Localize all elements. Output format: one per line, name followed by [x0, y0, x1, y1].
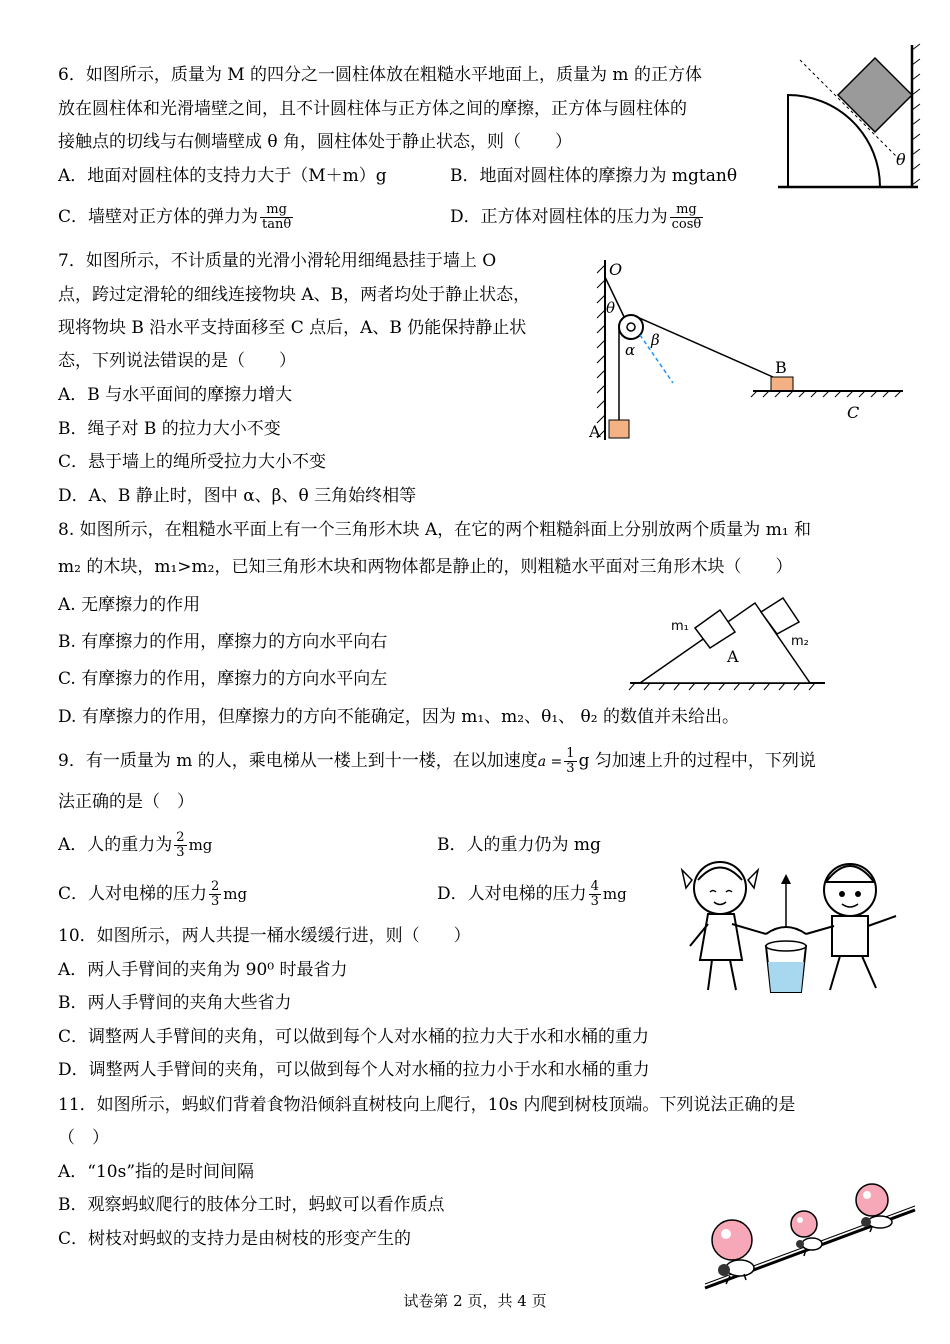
q7-fig-c-label: C	[847, 403, 860, 422]
q9-option-d-fraction: $\frac{4}{3}$	[590, 879, 599, 909]
q9-option-c-fraction: $\frac{2}{3}$	[211, 879, 220, 909]
q9-accel-fraction: $\frac{1}{3}$	[566, 746, 575, 776]
page-footer: 试卷第 2 页，共 4 页	[403, 1292, 547, 1310]
q11-option-c: C．树枝对蚂蚁的支持力是由树枝的形变产生的	[58, 1229, 412, 1249]
q8-fig-m1-label: m₁	[671, 619, 689, 634]
q8-option-c: C. 有摩擦力的作用，摩擦力的方向水平向左	[58, 669, 388, 689]
q10-option-d: D．调整两人手臂间的夹角，可以做到每个人对水桶的拉力小于水和水桶的重力	[58, 1060, 650, 1080]
q7-option-b: B．绳子对 B 的拉力大小不变	[58, 419, 281, 439]
q7-line1: 7．如图所示，不计质量的光滑小滑轮用细绳悬挂于墙上 O	[58, 251, 497, 271]
q7-fig-alpha-label: α	[625, 341, 636, 359]
q8-line1: 8. 如图所示，在粗糙水平面上有一个三角形木块 A，在它的两个粗糙斜面上分别放两个质量为 m₁ 和	[58, 520, 812, 540]
q10-option-c: C．调整两人手臂间的夹角，可以做到每个人对水桶的拉力大于水和水桶的重力	[58, 1027, 650, 1047]
q9-option-b: B．人的重力仍为 mg	[437, 835, 601, 855]
q7-fig-b-label: B	[775, 358, 787, 377]
q7-line3: 现将物块 B 沿水平支持面移至 C 点后，A、B 仍能保持静止状	[58, 318, 527, 338]
q6-option-c-fraction: $\frac{mg}{\tan\theta}$	[262, 202, 292, 232]
q8-figure-wedge	[625, 590, 830, 695]
q6-figure-cylinder-cube	[770, 40, 930, 195]
q11-line1: 11．如图所示，蚂蚁们背着食物沿倾斜直树枝向上爬行，10s 内爬到树枝顶端。下列说法正确的是	[58, 1095, 796, 1115]
q7-fig-o-label: O	[609, 260, 623, 279]
q6-option-c-text: C．墙壁对正方体的弹力为	[58, 207, 259, 227]
q9-accel-symbol: a =	[537, 754, 563, 770]
q7-line4: 态，下列说法错误的是（ ）	[58, 351, 296, 371]
q6-option-c	[58, 203, 295, 232]
q8-fig-m2-label: m₂	[791, 634, 809, 649]
q6-line1: 6．如图所示，质量为 M 的四分之一圆柱体放在粗糙水平地面上，质量为 m 的正方体	[58, 65, 702, 85]
q7-fig-theta-label: θ	[606, 299, 616, 317]
q7-option-a: A．B 与水平面间的摩擦力增大	[58, 385, 293, 405]
q6-option-a: A．地面对圆柱体的支持力大于（M＋m）g	[58, 166, 387, 186]
q7-option-c: C．悬于墙上的绳所受拉力大小不变	[58, 452, 327, 472]
q9-option-a: A．人的重力为 $\frac{2}{3}$ mg	[58, 830, 213, 860]
q6-fig-theta-label: θ	[896, 150, 906, 169]
q11-option-a: A．“10s”指的是时间间隔	[58, 1162, 255, 1182]
q8-option-a: A. 无摩擦力的作用	[58, 595, 201, 615]
q10-option-b: B．两人手臂间的夹角大些省力	[58, 993, 292, 1013]
q7-option-d: D．A、B 静止时，图中 α、β、θ 三角始终相等	[58, 486, 417, 506]
q8-fig-a-label: A	[727, 647, 739, 666]
q9-option-a-fraction: $\frac{2}{3}$	[176, 830, 185, 860]
q8-option-d: D. 有摩擦力的作用，但摩擦力的方向不能确定，因为 m₁、m₂、θ₁、 θ₂ 的数值并未给出。	[58, 707, 740, 727]
q11-figure-ants-branch	[700, 1180, 920, 1290]
q7-line2: 点，跨过定滑轮的细线连接物块 A、B，两者均处于静止状态，	[58, 285, 531, 305]
q7-fig-a-label: A	[589, 422, 601, 441]
q10-option-a: A．两人手臂间的夹角为 90⁰ 时最省力	[58, 960, 348, 980]
q10-figure-children-bucket	[680, 850, 910, 1000]
q11-option-b: B．观察蚂蚁爬行的肢体分工时，蚂蚁可以看作质点	[58, 1195, 445, 1215]
q8-line2: m₂ 的木块，m₁>m₂，已知三角形木块和两物体都是静止的，则粗糙水平面对三角形木块（ ）	[58, 557, 793, 577]
q9-line1-post: g 匀加速上升的过程中，下列说	[578, 751, 816, 771]
q9-option-d: D．人对电梯的压力 $\frac{4}{3}$ mg	[437, 879, 627, 909]
q6-line3: 接触点的切线与右侧墙壁成 θ 角，圆柱体处于静止状态，则（ ）	[58, 132, 573, 152]
q6-option-d-text: D．正方体对圆柱体的压力为	[450, 207, 668, 227]
q9-option-c: C．人对电梯的压力 $\frac{2}{3}$ mg	[58, 879, 248, 909]
q6-option-d	[450, 203, 705, 232]
q6-line2: 放在圆柱体和光滑墙壁之间，且不计圆柱体与正方体之间的摩擦，正方体与圆柱体的	[58, 99, 687, 119]
q6-option-b: B．地面对圆柱体的摩擦力为 mgtanθ	[450, 166, 738, 186]
q9-line1	[58, 747, 816, 776]
q7-figure-pulley	[585, 255, 915, 445]
q8-option-b: B. 有摩擦力的作用，摩擦力的方向水平向右	[58, 632, 388, 652]
q6-option-d-fraction: $\frac{mg}{\cos\theta}$	[671, 202, 702, 232]
q9-line1-pre: 9．有一质量为 m 的人，乘电梯从一楼上到十一楼，在以加速度	[58, 751, 538, 771]
q9-line2: 法正确的是（ ）	[58, 792, 194, 812]
q7-fig-beta-label: β	[651, 331, 660, 349]
q11-line2: （ ）	[58, 1128, 109, 1148]
q10-line1: 10．如图所示，两人共提一桶水缓缓行进，则（ ）	[58, 926, 471, 946]
